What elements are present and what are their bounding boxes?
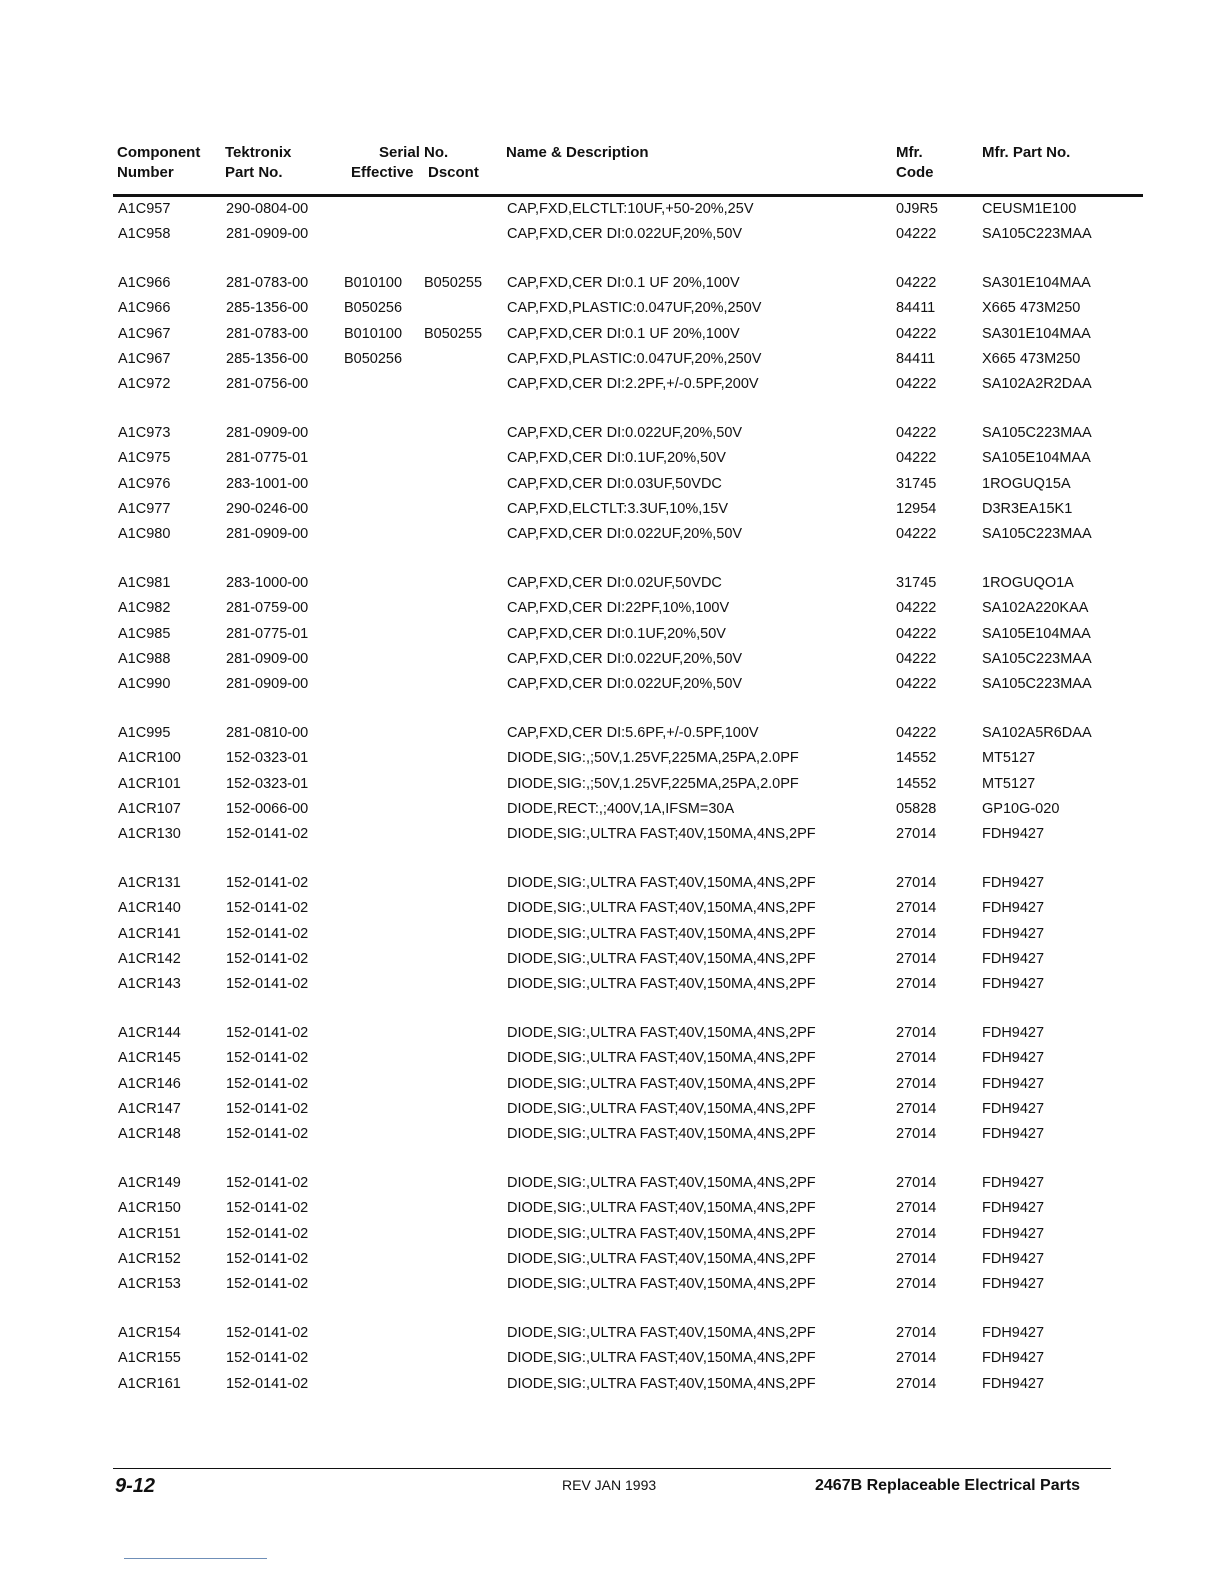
mfr-part-no: X665 473M250 [982, 300, 1081, 317]
table-row [0, 746, 1224, 771]
header-mfr: Mfr. [896, 144, 923, 161]
mfr-part-no: FDH9427 [982, 826, 1045, 843]
table-row [0, 372, 1224, 397]
component-number: A1CR130 [118, 826, 181, 843]
name-description: CAP,FXD,CER DI:0.1 UF 20%,100V [507, 274, 740, 291]
name-description: DIODE,SIG:,ULTRA FAST;40V,150MA,4NS,2PF [507, 925, 816, 942]
name-description: CAP,FXD,CER DI:0.022UF,20%,50V [507, 676, 743, 693]
revision-date: REV JAN 1993 [562, 1477, 657, 1493]
component-number: A1CR150 [118, 1200, 181, 1217]
component-number: A1C973 [118, 424, 171, 441]
table-row [0, 922, 1224, 947]
tektronix-part-no: 152-0066-00 [226, 801, 309, 817]
component-number: A1C980 [118, 526, 171, 543]
component-number: A1CR145 [118, 1050, 181, 1067]
mfr-part-no: FDH9427 [982, 976, 1045, 993]
mfr-code: 04222 [896, 325, 937, 342]
mfr-code: 14552 [896, 750, 937, 767]
table-row [0, 1097, 1224, 1122]
tektronix-part-no: 285-1356-00 [226, 351, 309, 367]
component-number: A1CR100 [118, 750, 181, 767]
table-row [0, 222, 1224, 247]
tektronix-part-no: 152-0141-02 [226, 1375, 309, 1392]
mfr-code: 27014 [896, 874, 937, 891]
mfr-part-no: FDH9427 [982, 1276, 1045, 1293]
table-row [0, 1122, 1224, 1147]
mfr-part-no: SA301E104MAA [982, 325, 1091, 342]
name-description: CAP,FXD,PLASTIC:0.047UF,20%,250V [507, 300, 762, 317]
name-description: DIODE,SIG:,ULTRA FAST;40V,150MA,4NS,2PF [507, 1251, 816, 1267]
mfr-part-no: SA102A220KAA [982, 600, 1089, 617]
name-description: DIODE,SIG:,;50V,1.25VF,225MA,25PA,2.0PF [507, 750, 799, 767]
serial-dscont: B050255 [424, 325, 483, 342]
mfr-part-no: SA102A2R2DAA [982, 376, 1092, 393]
name-description: DIODE,SIG:,ULTRA FAST;40V,150MA,4NS,2PF [507, 1375, 816, 1392]
table-row [0, 672, 1224, 697]
component-number: A1CR154 [118, 1324, 181, 1341]
table-row [0, 1021, 1224, 1046]
mfr-code: 31745 [896, 574, 937, 591]
tektronix-part-no: 152-0141-02 [226, 826, 309, 843]
tektronix-part-no: 281-0909-00 [226, 424, 309, 441]
name-description: DIODE,SIG:,ULTRA FAST;40V,150MA,4NS,2PF [507, 1225, 816, 1242]
mfr-part-no: FDH9427 [982, 1024, 1045, 1041]
tektronix-part-no: 281-0759-00 [226, 600, 309, 617]
mfr-part-no: FDH9427 [982, 1101, 1045, 1117]
table-row [0, 896, 1224, 921]
component-number: A1CR107 [118, 801, 181, 817]
mfr-code: 04222 [896, 274, 937, 291]
name-description: DIODE,SIG:,ULTRA FAST;40V,150MA,4NS,2PF [507, 1276, 816, 1293]
tektronix-part-no: 281-0909-00 [226, 651, 309, 667]
table-row [0, 1321, 1224, 1346]
tektronix-part-no: 285-1356-00 [226, 300, 309, 317]
mfr-part-no: MT5127 [982, 775, 1036, 792]
mfr-part-no: GP10G-020 [982, 801, 1060, 817]
mfr-code: 04222 [896, 450, 937, 467]
header-mfr-part-no: Mfr. Part No. [982, 144, 1071, 161]
table-row [0, 1247, 1224, 1272]
tektronix-part-no: 152-0141-02 [226, 951, 309, 967]
component-number: A1C966 [118, 300, 171, 317]
name-description: DIODE,SIG:,ULTRA FAST;40V,150MA,4NS,2PF [507, 1075, 816, 1092]
name-description: DIODE,SIG:,ULTRA FAST;40V,150MA,4NS,2PF [507, 976, 816, 993]
tektronix-part-no: 152-0141-02 [226, 874, 309, 891]
mfr-code: 04222 [896, 424, 937, 441]
name-description: DIODE,SIG:,ULTRA FAST;40V,150MA,4NS,2PF [507, 826, 816, 843]
table-row [0, 347, 1224, 372]
mfr-part-no: FDH9427 [982, 1174, 1045, 1191]
serial-effective: B010100 [344, 325, 403, 342]
table-header [117, 143, 1117, 193]
mfr-part-no: SA105C223MAA [982, 526, 1092, 543]
mfr-part-no: FDH9427 [982, 900, 1045, 917]
mfr-code: 84411 [896, 300, 936, 317]
mfr-code: 27014 [896, 1101, 937, 1117]
name-description: CAP,FXD,CER DI:2.2PF,+/-0.5PF,200V [507, 376, 759, 393]
name-description: DIODE,RECT:,;400V,1A,IFSM=30A [507, 801, 735, 817]
serial-dscont: B050255 [424, 274, 483, 291]
mfr-part-no: FDH9427 [982, 874, 1045, 891]
tektronix-part-no: 281-0909-00 [226, 226, 309, 243]
name-description: DIODE,SIG:,ULTRA FAST;40V,150MA,4NS,2PF [507, 1350, 816, 1367]
tektronix-part-no: 152-0141-02 [226, 1174, 309, 1191]
table-row [0, 1272, 1224, 1297]
component-number: A1CR146 [118, 1075, 181, 1092]
mfr-code: 27014 [896, 1174, 937, 1191]
mfr-code: 84411 [896, 351, 936, 367]
serial-effective: B010100 [344, 274, 403, 291]
component-number: A1C988 [118, 651, 171, 667]
name-description: DIODE,SIG:,ULTRA FAST;40V,150MA,4NS,2PF [507, 1174, 816, 1191]
mfr-code: 04222 [896, 625, 937, 642]
mfr-code: 27014 [896, 900, 937, 917]
page-number: 9-12 [115, 1475, 156, 1497]
name-description: CAP,FXD,CER DI:5.6PF,+/-0.5PF,100V [507, 724, 759, 741]
mfr-code: 04222 [896, 651, 937, 667]
table-row [0, 1046, 1224, 1071]
mfr-code: 27014 [896, 925, 937, 942]
header-dscont: Dscont [428, 164, 479, 181]
tektronix-part-no: 283-1001-00 [226, 475, 309, 492]
name-description: CAP,FXD,CER DI:0.022UF,20%,50V [507, 651, 743, 667]
table-row [0, 421, 1224, 446]
component-number: A1C966 [118, 274, 171, 291]
component-number: A1C957 [118, 201, 171, 217]
mfr-part-no: FDH9427 [982, 1225, 1045, 1242]
tektronix-part-no: 152-0141-02 [226, 1350, 309, 1367]
tektronix-part-no: 152-0141-02 [226, 1200, 309, 1217]
table-row [0, 772, 1224, 797]
table-row [0, 296, 1224, 321]
component-number: A1C981 [118, 574, 171, 591]
name-description: CAP,FXD,CER DI:22PF,10%,100V [507, 600, 730, 617]
tektronix-part-no: 152-0323-01 [226, 775, 309, 792]
mfr-part-no: FDH9427 [982, 1375, 1045, 1392]
tektronix-part-no: 152-0141-02 [226, 1075, 309, 1092]
mfr-code: 27014 [896, 1350, 937, 1367]
name-description: DIODE,SIG:,ULTRA FAST;40V,150MA,4NS,2PF [507, 1050, 816, 1067]
table-row [0, 522, 1224, 547]
header-component-number: Number [117, 164, 174, 181]
component-number: A1CR140 [118, 900, 181, 917]
tektronix-part-no: 152-0141-02 [226, 1024, 309, 1041]
name-description: CAP,FXD,PLASTIC:0.047UF,20%,250V [507, 351, 762, 367]
mfr-code: 27014 [896, 1251, 937, 1267]
name-description: CAP,FXD,CER DI:0.022UF,20%,50V [507, 226, 743, 243]
name-description: CAP,FXD,CER DI:0.1UF,20%,50V [507, 625, 726, 642]
mfr-code: 04222 [896, 600, 937, 617]
table-row [0, 472, 1224, 497]
mfr-code: 27014 [896, 826, 937, 843]
tektronix-part-no: 152-0141-02 [226, 900, 309, 917]
mfr-code: 27014 [896, 1050, 937, 1067]
table-row [0, 197, 1224, 222]
mfr-code: 27014 [896, 1126, 937, 1143]
mfr-part-no: FDH9427 [982, 1251, 1045, 1267]
name-description: DIODE,SIG:,ULTRA FAST;40V,150MA,4NS,2PF [507, 1126, 816, 1143]
mfr-part-no: FDH9427 [982, 925, 1045, 942]
tektronix-part-no: 152-0141-02 [226, 1324, 309, 1341]
mfr-part-no: FDH9427 [982, 1075, 1045, 1092]
component-number: A1CR141 [118, 925, 181, 942]
mfr-part-no: SA105E104MAA [982, 450, 1091, 467]
tektronix-part-no: 152-0141-02 [226, 976, 309, 993]
name-description: CAP,FXD,CER DI:0.1 UF 20%,100V [507, 325, 740, 342]
name-description: DIODE,SIG:,ULTRA FAST;40V,150MA,4NS,2PF [507, 900, 816, 917]
mfr-part-no: SA105C223MAA [982, 424, 1092, 441]
header-name-description: Name & Description [506, 144, 649, 161]
header-component: Component [117, 144, 201, 161]
mfr-part-no: FDH9427 [982, 951, 1045, 967]
component-number: A1CR101 [118, 775, 181, 792]
table-row [0, 446, 1224, 471]
mfr-part-no: 1ROGUQ15A [982, 475, 1071, 492]
tektronix-part-no: 281-0756-00 [226, 376, 309, 393]
tektronix-part-no: 283-1000-00 [226, 574, 309, 591]
mfr-part-no: FDH9427 [982, 1324, 1045, 1341]
tektronix-part-no: 152-0141-02 [226, 1225, 309, 1242]
tektronix-part-no: 290-0246-00 [226, 501, 309, 517]
mfr-code: 04222 [896, 226, 937, 243]
name-description: CAP,FXD,CER DI:0.022UF,20%,50V [507, 424, 743, 441]
component-number: A1C967 [118, 325, 171, 342]
tektronix-part-no: 281-0783-00 [226, 325, 309, 342]
name-description: DIODE,SIG:,ULTRA FAST;40V,150MA,4NS,2PF [507, 1200, 816, 1217]
component-number: A1C990 [118, 676, 171, 693]
mfr-code: 27014 [896, 1024, 937, 1041]
name-description: CAP,FXD,CER DI:0.02UF,50VDC [507, 574, 722, 591]
component-number: A1CR149 [118, 1174, 181, 1191]
mfr-code: 27014 [896, 1375, 937, 1392]
mfr-part-no: FDH9427 [982, 1200, 1045, 1217]
component-number: A1C982 [118, 600, 171, 617]
tektronix-part-no: 152-0141-02 [226, 1101, 309, 1117]
tektronix-part-no: 152-0141-02 [226, 1276, 309, 1293]
mfr-part-no: SA105E104MAA [982, 625, 1091, 642]
table-row [0, 647, 1224, 672]
mfr-part-no: SA105C223MAA [982, 651, 1092, 667]
mfr-part-no: SA105C223MAA [982, 226, 1092, 243]
mfr-part-no: SA301E104MAA [982, 274, 1091, 291]
component-number: A1CR155 [118, 1350, 181, 1367]
table-row [0, 1372, 1224, 1397]
mfr-part-no: X665 473M250 [982, 351, 1081, 367]
header-mfr-code: Code [896, 164, 934, 181]
table-row [0, 822, 1224, 847]
table-row [0, 972, 1224, 997]
table-row [0, 721, 1224, 746]
tektronix-part-no: 152-0323-01 [226, 750, 309, 767]
component-number: A1CR142 [118, 951, 181, 967]
component-number: A1C995 [118, 724, 171, 741]
mfr-code: 27014 [896, 1324, 937, 1341]
mfr-code: 27014 [896, 976, 937, 993]
table-row [0, 1171, 1224, 1196]
table-row [0, 1072, 1224, 1097]
header-tektronix: Tektronix [225, 144, 292, 161]
mfr-code: 27014 [896, 1075, 937, 1092]
footer-rule [113, 1468, 1111, 1469]
component-number: A1CR152 [118, 1251, 181, 1267]
component-number: A1C976 [118, 475, 171, 492]
component-number: A1C967 [118, 351, 171, 367]
mfr-code: 27014 [896, 1276, 937, 1293]
mfr-code: 12954 [896, 501, 937, 517]
name-description: DIODE,SIG:,ULTRA FAST;40V,150MA,4NS,2PF [507, 951, 816, 967]
tektronix-part-no: 281-0909-00 [226, 526, 309, 543]
document-title: 2467B Replaceable Electrical Parts [815, 1477, 1081, 1494]
tektronix-part-no: 281-0810-00 [226, 724, 309, 741]
name-description: CAP,FXD,ELCTLT:10UF,+50-20%,25V [507, 201, 754, 217]
serial-effective: B050256 [344, 300, 403, 317]
table-row [0, 871, 1224, 896]
tektronix-part-no: 281-0775-01 [226, 450, 309, 467]
name-description: DIODE,SIG:,ULTRA FAST;40V,150MA,4NS,2PF [507, 874, 816, 891]
tektronix-part-no: 152-0141-02 [226, 1050, 309, 1067]
component-number: A1CR161 [118, 1375, 181, 1392]
component-number: A1CR151 [118, 1225, 181, 1242]
tektronix-part-no: 152-0141-02 [226, 1126, 309, 1143]
name-description: DIODE,SIG:,ULTRA FAST;40V,150MA,4NS,2PF [507, 1324, 816, 1341]
component-number: A1C958 [118, 226, 171, 243]
tektronix-part-no: 281-0909-00 [226, 676, 309, 693]
mfr-part-no: 1ROGUQO1A [982, 574, 1074, 591]
mfr-code: 27014 [896, 1200, 937, 1217]
name-description: CAP,FXD,CER DI:0.03UF,50VDC [507, 475, 722, 492]
mfr-code: 31745 [896, 475, 937, 492]
name-description: DIODE,SIG:,ULTRA FAST;40V,150MA,4NS,2PF [507, 1101, 816, 1117]
component-number: A1C985 [118, 625, 171, 642]
component-number: A1CR147 [118, 1101, 181, 1117]
table-row [0, 596, 1224, 621]
tektronix-part-no: 281-0783-00 [226, 274, 309, 291]
tektronix-part-no: 281-0775-01 [226, 625, 309, 642]
table-row [0, 571, 1224, 596]
mfr-part-no: SA102A5R6DAA [982, 724, 1092, 741]
name-description: DIODE,SIG:,ULTRA FAST;40V,150MA,4NS,2PF [507, 1024, 816, 1041]
component-number: A1C977 [118, 501, 171, 517]
header-serial-no: Serial No. [379, 144, 449, 161]
mfr-code: 04222 [896, 376, 937, 393]
table-row [0, 1222, 1224, 1247]
mfr-part-no: FDH9427 [982, 1350, 1045, 1367]
tektronix-part-no: 152-0141-02 [226, 925, 309, 942]
tektronix-part-no: 290-0804-00 [226, 201, 309, 217]
component-number: A1CR148 [118, 1126, 181, 1143]
header-effective: Effective [351, 164, 414, 181]
bottom-mark [124, 1558, 267, 1559]
mfr-part-no: D3R3EA15K1 [982, 501, 1073, 517]
component-number: A1CR144 [118, 1024, 181, 1041]
mfr-part-no: SA105C223MAA [982, 676, 1092, 693]
component-number: A1CR153 [118, 1276, 181, 1293]
mfr-part-no: CEUSM1E100 [982, 201, 1077, 217]
mfr-code: 27014 [896, 951, 937, 967]
name-description: DIODE,SIG:,;50V,1.25VF,225MA,25PA,2.0PF [507, 775, 799, 792]
mfr-part-no: MT5127 [982, 750, 1036, 767]
table-row [0, 271, 1224, 296]
header-part-no: Part No. [225, 164, 283, 181]
mfr-code: 27014 [896, 1225, 937, 1242]
mfr-code: 04222 [896, 526, 937, 543]
mfr-code: 14552 [896, 775, 937, 792]
mfr-code: 04222 [896, 676, 937, 693]
table-row [0, 947, 1224, 972]
table-row [0, 322, 1224, 347]
mfr-code: 0J9R5 [896, 201, 938, 217]
table-row [0, 497, 1224, 522]
serial-effective: B050256 [344, 351, 403, 367]
component-number: A1CR143 [118, 976, 181, 993]
mfr-part-no: FDH9427 [982, 1126, 1045, 1143]
component-number: A1C975 [118, 450, 171, 467]
mfr-code: 05828 [896, 801, 937, 817]
name-description: CAP,FXD,CER DI:0.022UF,20%,50V [507, 526, 743, 543]
table-row [0, 622, 1224, 647]
mfr-part-no: FDH9427 [982, 1050, 1045, 1067]
table-row [0, 797, 1224, 822]
mfr-code: 04222 [896, 724, 937, 741]
component-number: A1CR131 [118, 874, 181, 891]
tektronix-part-no: 152-0141-02 [226, 1251, 309, 1267]
table-row [0, 1346, 1224, 1371]
table-row [0, 1196, 1224, 1221]
name-description: CAP,FXD,CER DI:0.1UF,20%,50V [507, 450, 726, 467]
component-number: A1C972 [118, 376, 171, 393]
name-description: CAP,FXD,ELCTLT:3.3UF,10%,15V [507, 501, 729, 517]
